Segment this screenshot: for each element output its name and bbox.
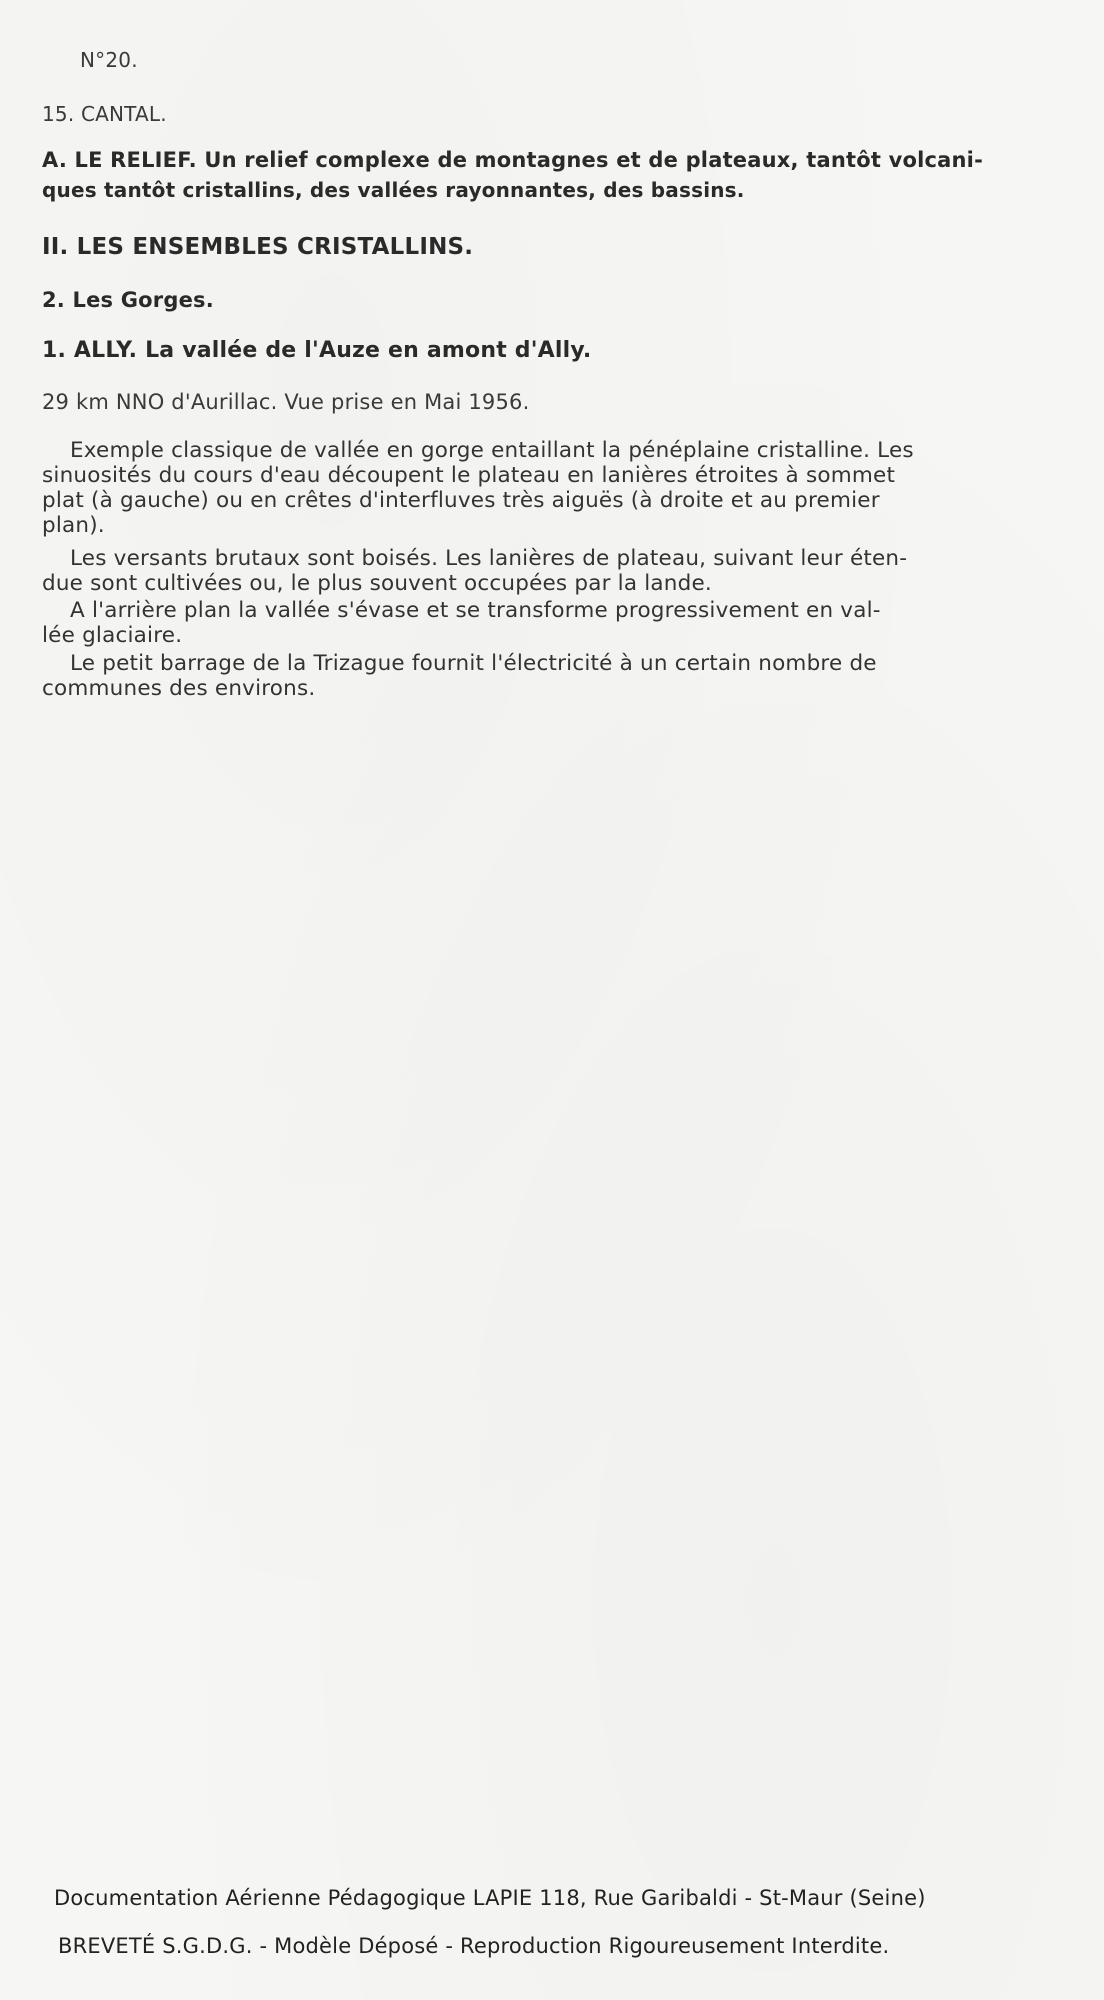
footer-publisher: Documentation Aérienne Pédagogique LAPIE 118, Rue Garibaldi - St-Maur (Seine) bbox=[54, 1886, 926, 1910]
description-line: sinuosités du cours d'eau découpent le plateau en lanières étroites à sommet bbox=[42, 463, 896, 488]
location-line: 29 km NNO d'Aurillac. Vue prise en Mai 1956. bbox=[42, 390, 530, 414]
footer-copyright: BREVETÉ S.G.D.G. - Modèle Déposé - Reproduction Rigoureusement Interdite. bbox=[58, 1934, 890, 1958]
region-heading: 15. CANTAL. bbox=[42, 102, 167, 126]
section-ii-heading: II. LES ENSEMBLES CRISTALLINS. bbox=[42, 234, 474, 260]
description-line: communes des environs. bbox=[42, 676, 316, 701]
section-a-heading: A. LE RELIEF. Un relief complexe de montagnes et de plateaux, tantôt volcani- bbox=[42, 148, 983, 172]
description-line: lée glaciaire. bbox=[42, 623, 183, 648]
description-line: due sont cultivées ou, le plus souvent occupées par la lande. bbox=[42, 571, 712, 596]
description-line: plan). bbox=[42, 513, 105, 538]
description-line: Exemple classique de vallée en gorge entaillant la pénéplaine cristalline. Les bbox=[70, 438, 914, 463]
section-a-heading-cont: ques tantôt cristallins, des vallées rayonnantes, des bassins. bbox=[42, 178, 745, 202]
document-number: N°20. bbox=[80, 48, 138, 72]
item-heading: 1. ALLY. La vallée de l'Auze en amont d'Ally. bbox=[42, 338, 592, 363]
subsection-heading: 2. Les Gorges. bbox=[42, 288, 214, 312]
description-line: Les versants brutaux sont boisés. Les lanières de plateau, suivant leur éten- bbox=[70, 546, 908, 571]
description-line: Le petit barrage de la Trizague fournit l'électricité à un certain nombre de bbox=[70, 651, 877, 676]
description-line: plat (à gauche) ou en crêtes d'interfluves très aiguës (à droite et au premier bbox=[42, 488, 880, 513]
description-line: A l'arrière plan la vallée s'évase et se transforme progressivement en val- bbox=[70, 598, 881, 623]
